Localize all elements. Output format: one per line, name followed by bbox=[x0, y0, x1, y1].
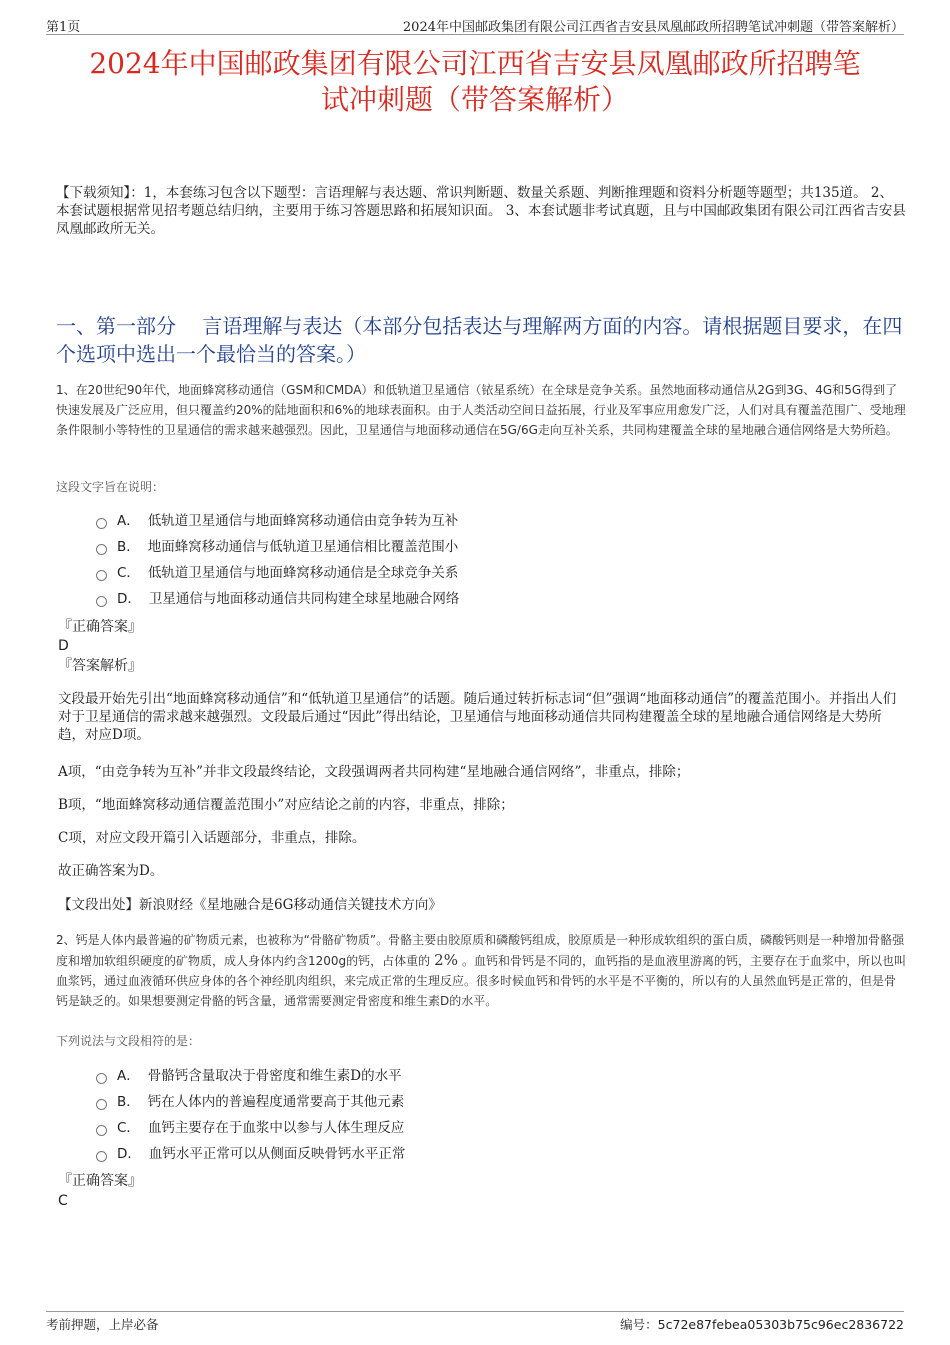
question-2-option-b[interactable] bbox=[96, 1089, 890, 1115]
option-text: 卫星通信与地面移动通信共同构建全球星地融合网络 bbox=[148, 591, 460, 607]
page-footer bbox=[46, 1311, 904, 1332]
title-line-2: 试冲刺题（带答案解析） bbox=[320, 83, 629, 116]
question-1-option-d[interactable] bbox=[96, 586, 890, 612]
question-1-option-a[interactable] bbox=[96, 508, 890, 534]
question-2-answer: C bbox=[58, 1193, 68, 1209]
radio-icon[interactable] bbox=[96, 1125, 107, 1136]
option-key: A． bbox=[117, 513, 140, 529]
header-doc-title: 2024年中国邮政集团有限公司江西省吉安县凤凰邮政所招聘笔试冲刺题（带答案解析） bbox=[402, 20, 904, 35]
footer-code-label: 编号： bbox=[620, 1317, 658, 1332]
document-title bbox=[40, 46, 910, 118]
analysis-paragraph: A项，“由竞争转为互补”并非文段最终结论，文段强调两者共同构建“星地融合通信网络”，非重点，排除； bbox=[58, 764, 690, 780]
analysis-paragraph: C项，对应文段开篇引入话题部分，非重点，排除。 bbox=[58, 830, 366, 846]
question-2-text-b: 。血钙和骨钙是不同的，血钙指的是血液里游离的钙，主要存在于血浆中，所以也叫血浆钙，通过血液循环供应身体的各个神经肌肉组织，来完成正常的生理反应。很多时候血钙和骨钙的水平是不平衡的，所以有的人虽然血钙是正常的，但是骨钙是缺乏的。如果想要测定骨骼的钙含量，通常需要测定骨密度和维生素D的水平。 bbox=[56, 954, 906, 1008]
analysis-paragraph: B项，“地面蜂窝移动通信覆盖范围小”对应结论之前的内容，非重点，排除； bbox=[58, 797, 514, 813]
percent-value: 2% bbox=[434, 951, 458, 969]
footer-code-value: 5c72e87febea05303b75c96ec2836722 bbox=[657, 1317, 904, 1332]
radio-icon[interactable] bbox=[96, 1099, 107, 1110]
question-2-option-c[interactable] bbox=[96, 1115, 890, 1141]
footer-code bbox=[620, 1315, 904, 1333]
analysis-conclusion: 故正确答案为D。 bbox=[58, 863, 164, 879]
section-heading: 一、第一部分 言语理解与表达（本部分包括表达与理解两方面的内容。请根据题目要求，在四个选项中选出一个最恰当的答案。） bbox=[56, 314, 903, 366]
radio-icon[interactable] bbox=[96, 1151, 107, 1162]
option-text: 血钙水平正常可以从侧面反映骨钙水平正常 bbox=[148, 1146, 406, 1162]
option-key: A． bbox=[117, 1068, 140, 1084]
option-text: 低轨道卫星通信与地面蜂窝移动通信是全球竞争关系 bbox=[147, 565, 459, 581]
analysis-source: 【文段出处】新浪财经《星地融合是6G移动通信关键技术方向》 bbox=[58, 897, 442, 913]
page-header bbox=[46, 14, 904, 35]
question-1-prompt: 这段文字旨在说明： bbox=[56, 480, 165, 494]
question-2-option-d[interactable] bbox=[96, 1141, 890, 1167]
question-2-answer-label: 『正确答案』 bbox=[58, 1173, 142, 1189]
question-1-options bbox=[96, 508, 890, 612]
question-1-option-b[interactable] bbox=[96, 534, 890, 560]
radio-icon[interactable] bbox=[96, 570, 107, 581]
question-1-analysis-label: 『答案解析』 bbox=[58, 658, 142, 674]
radio-icon[interactable] bbox=[96, 596, 107, 607]
footer-slogan: 考前押题，上岸必备 bbox=[46, 1317, 159, 1332]
option-text: 地面蜂窝移动通信与低轨道卫星通信相比覆盖范围小 bbox=[147, 539, 459, 555]
question-2-prompt: 下列说法与文段相符的是： bbox=[56, 1034, 201, 1048]
download-notice: 【下载须知】：1，本套练习包含以下题型：言语理解与表达题、常识判断题、数量关系题、判断推理题和资料分析题等题型；共135道。 2、本套试题根据常见招考题总结归纳，主要用于练习答题思路和拓展知识面。 3、本套试题非考试真题，且与中国邮政集团有限公司江西省吉安县凤凰邮政所无关。 bbox=[56, 185, 906, 237]
option-text: 钙在人体内的普遍程度通常要高于其他元素 bbox=[147, 1094, 405, 1110]
question-2-text-a: 2、钙是人体内最普遍的矿物质元素，也被称为“骨骼矿物质”。骨骼主要由胶原质和磷酸钙组成，胶原质是一种形成软组织的蛋白质，磷酸钙则是一种增加骨骼强度和增加软组织硬度的矿物质，成人身体内约含1200g的钙，占体重的 bbox=[56, 933, 905, 968]
question-1-answer: D bbox=[58, 638, 69, 654]
question-2-text bbox=[56, 930, 906, 1011]
option-key: D． bbox=[117, 591, 141, 607]
question-2-options bbox=[96, 1063, 890, 1167]
radio-icon[interactable] bbox=[96, 518, 107, 529]
option-key: C． bbox=[117, 1120, 140, 1136]
option-key: C． bbox=[117, 565, 140, 581]
question-2-option-a[interactable] bbox=[96, 1063, 890, 1089]
question-1-option-c[interactable] bbox=[96, 560, 890, 586]
radio-icon[interactable] bbox=[96, 544, 107, 555]
option-text: 血钙主要存在于血浆中以参与人体生理反应 bbox=[147, 1120, 405, 1136]
option-text: 低轨道卫星通信与地面蜂窝移动通信由竞争转为互补 bbox=[147, 513, 459, 529]
analysis-paragraph: 文段最开始先引出“地面蜂窝移动通信”和“低轨道卫星通信”的话题。随后通过转折标志词“但”强调“地面移动通信”的覆盖范围小。并指出人们对于卫星通信的需求越来越强烈。文段最后通过“因此”得出结论，卫星通信与地面移动通信共同构建覆盖全球的星地融合通信网络是大势所趋，对应D项。 bbox=[58, 691, 897, 743]
radio-icon[interactable] bbox=[96, 1073, 107, 1084]
question-1-answer-label: 『正确答案』 bbox=[58, 619, 142, 635]
option-key: D． bbox=[117, 1146, 141, 1162]
option-key: B． bbox=[117, 1094, 140, 1110]
option-text: 骨骼钙含量取决于骨密度和维生素D的水平 bbox=[147, 1068, 402, 1084]
option-key: B． bbox=[117, 539, 140, 555]
page-number: 第1页 bbox=[46, 20, 81, 35]
title-line-1: 2024年中国邮政集团有限公司江西省吉安县凤凰邮政所招聘笔 bbox=[89, 47, 861, 80]
question-1-text: 1、在20世纪90年代，地面蜂窝移动通信（GSM和CMDA）和低轨道卫星通信（铱星系统）在全球是竞争关系。虽然地面移动通信从2G到3G、4G和5G得到了快速发展及广泛应用，但只覆盖约20%的陆地面积和6%的地球表面积。由于人类活动空间日益拓展，行业及军事应用愈发广泛，人们对具有覆盖范围广、受地理条件限制小等特性的卫星通信的需求越来越强烈。因此，卫星通信与地面移动通信在5G/6G走向互补关系，共同构建覆盖全球的星地融合通信网络是大势所趋。 bbox=[56, 383, 906, 437]
